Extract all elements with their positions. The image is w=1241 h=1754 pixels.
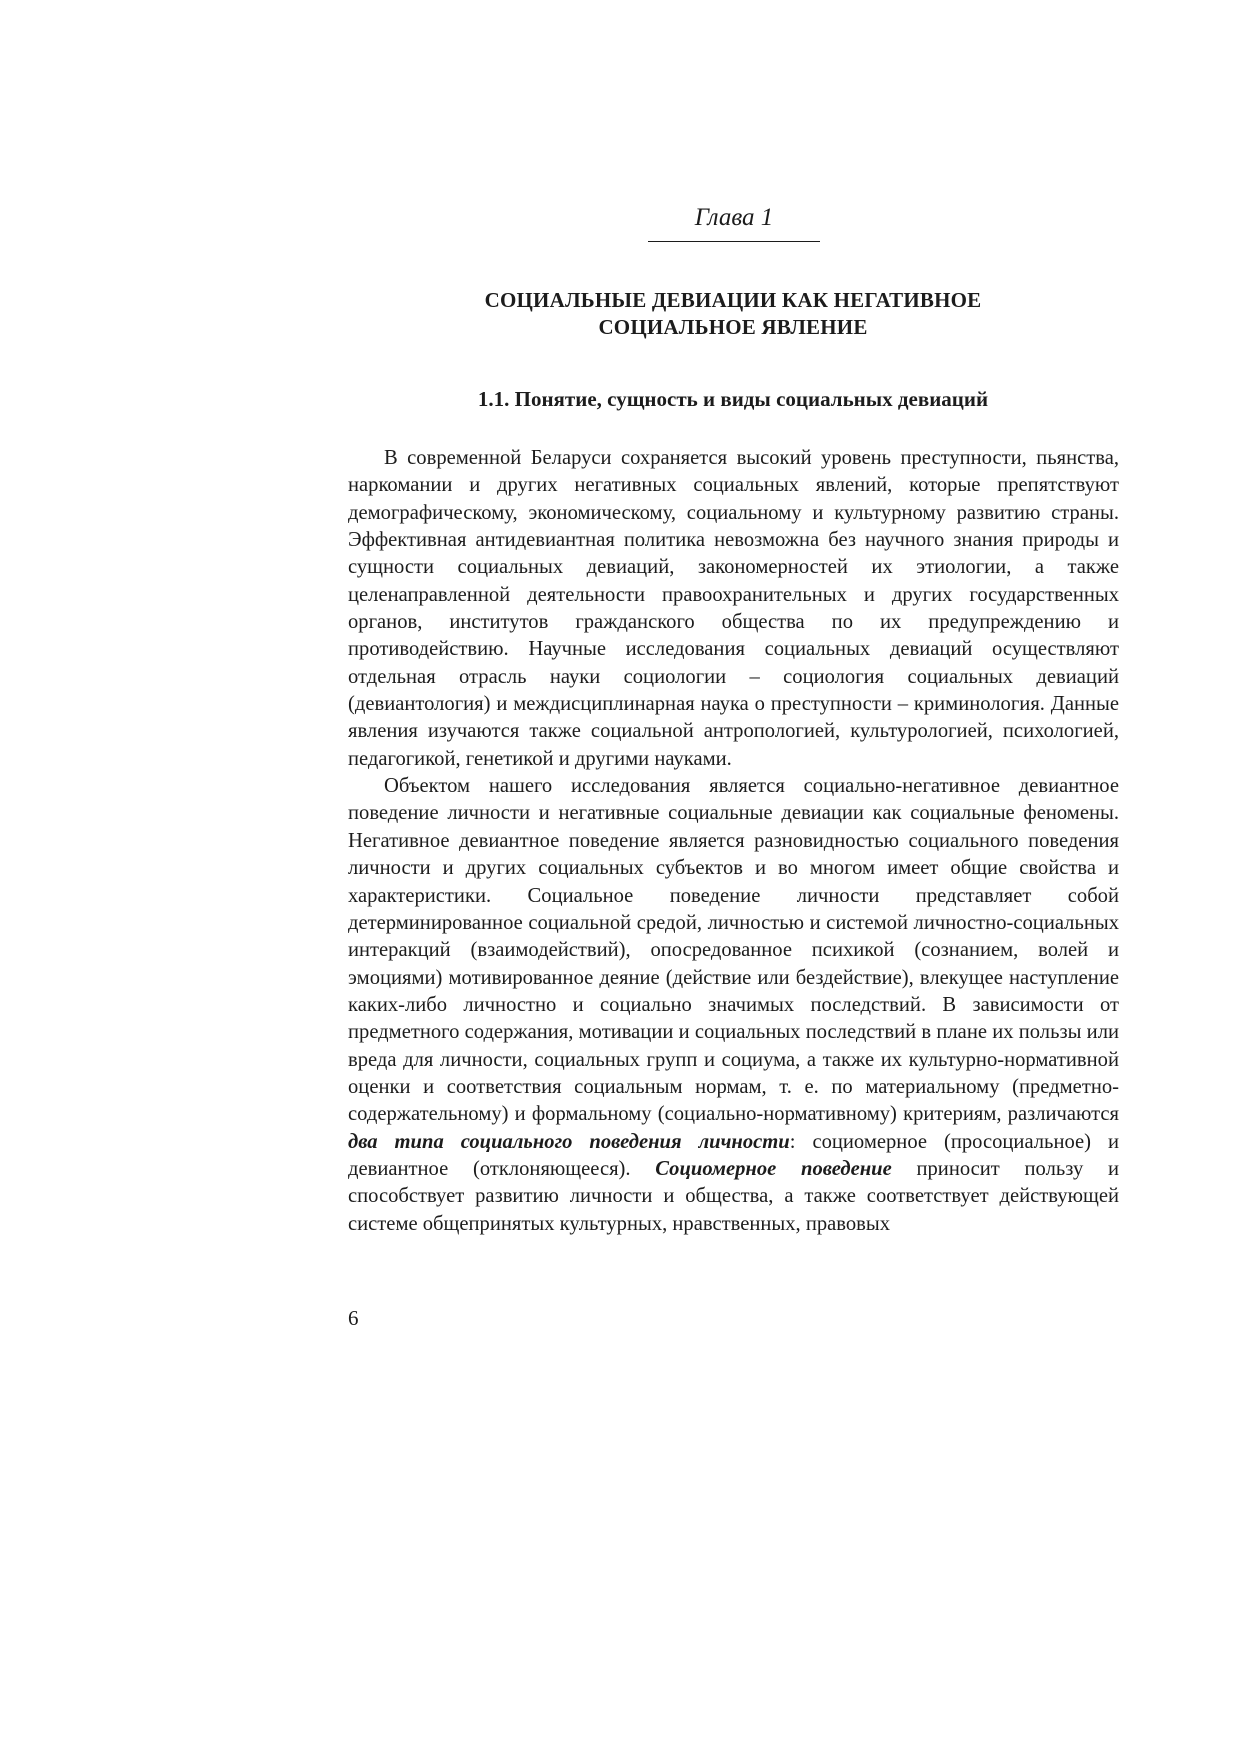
chapter-title-line-1: СОЦИАЛЬНЫЕ ДЕВИАЦИИ КАК НЕГАТИВНОЕ bbox=[484, 288, 982, 312]
section-title: 1.1. Понятие, сущность и виды социальных девиаций bbox=[477, 387, 989, 411]
paragraph-2-text-a: Объектом нашего исследования является социально-негативное девиантное поведение личности и негативные социальные девиации как социальные феномены. Негативное девиантное поведение является разновидностью социального поведения личности и других социальных субъектов и во многом имеет общие свойства и характеристики. Социальное поведение личности представляет собой детерминированное социальной средой, личностью и системой личностно-социальных интеракций (взаимодействий), опосредованное психикой (сознанием, волей и эмоциями) мотивированное деяние (действие или бездействие), влекущее наступление каких-либо личностно и социально значимых последствий. В зависимости от предметного содержания, мотивации и социальных последствий в плане их пользы или вреда для личности, социальных групп и социума, а также их культурно-нормативной оценки и соответствия социальным нормам, т. е. по материальному (предметно-содержательному) и формальному (социально-нормативному) критериям, различаются bbox=[348, 775, 1119, 1126]
paragraph-1: В современной Беларуси сохраняется высокий уровень преступности, пьянства, наркомании и других негативных социальных явлений, которые препятствуют демографическому, экономическому, социальному и культурному развитию страны. Эффективная антидевиантная политика невозможна без научного знания природы и сущности социальных девиаций, закономерностей их этиологии, а также целенаправленной деятельности правоохранительных и других государственных органов, институтов гражданского общества по их предупреждению и противодействию. Научные исследования социальных девиаций осуществляют отдельная отрасль науки социологии – социология социальных девиаций (девиантология) и междисциплинарная наука о преступности – криминология. Данные явления изучаются также социальной антропологией, культурологией, психологией, педагогикой, генетикой и другими науками. bbox=[348, 447, 1119, 770]
chapter-label: Глава 1 bbox=[694, 204, 774, 231]
emphasis-two-types: два типа социального поведения личности bbox=[348, 1130, 790, 1153]
chapter-underline bbox=[648, 241, 820, 242]
chapter-title bbox=[348, 287, 1118, 341]
paragraph-2-text-c: приносит пользу и способствует развитию личности и общества, а также соответствует действующей системе общепринятых культурных, нравственных, правовых bbox=[348, 1157, 1119, 1235]
body-text bbox=[348, 445, 1119, 1238]
paragraph-2-text-b: : социомерное (просоциальное) и девиантное (отклоняющееся). bbox=[348, 1130, 1119, 1180]
emphasis-sociometric-behavior: Социомерное поведение bbox=[655, 1157, 892, 1180]
chapter-title-line-2: СОЦИАЛЬНОЕ ЯВЛЕНИЕ bbox=[598, 315, 868, 339]
page-number: 6 bbox=[348, 1306, 359, 1330]
paragraph-2 bbox=[348, 773, 1119, 1238]
